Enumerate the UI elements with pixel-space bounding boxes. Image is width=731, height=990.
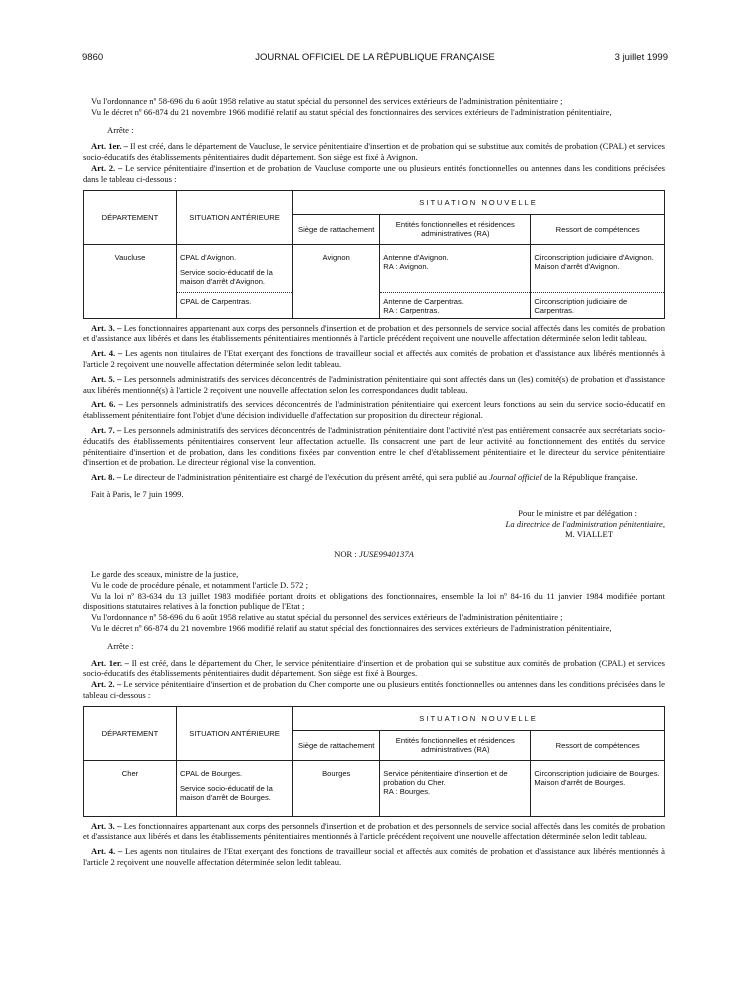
article-text: Le service pénitentiaire d'insertion et de probation de Vaucluse comporte une ou plusieurs entités fonctionnelles ou antennes dans les conditions précisées dans le tableau ci-dessous : <box>83 162 665 184</box>
th-departement: DÉPARTEMENT <box>84 706 177 760</box>
article-label: Art. 3. – <box>91 322 122 333</box>
nor-label: NOR : <box>334 549 357 560</box>
cell-entites <box>380 244 531 318</box>
cell-departement: Cher <box>84 760 177 816</box>
arrete-label: Arrête : <box>107 124 134 135</box>
cell-line: Circonscription judiciaire de Bourges. <box>534 768 660 778</box>
article-text: Les personnels administratifs des services déconcentrés de l'administration pénitentiaire qui exercent leurs fonctions au sein du service socio-éducatif en établissement pénitentiaire font l'objet d'une décision individuelle d'affectation sur proposition du directeur régional. <box>83 399 665 421</box>
article-text: Les fonctionnaires appartenant aux corps des personnels d'insertion et de probation et des personnels de service social affectés dans les comités de probation et d'assistance aux libérés et dans les établissements pénitentiaires mentionnés à l'article précédent reçoivent une nouvelle affectation déterminée selon ledit tableau. <box>83 322 665 344</box>
th-situation-nouvelle: SITUATION NOUVELLE <box>293 190 665 214</box>
th-ressort: Ressort de compétences <box>531 214 665 244</box>
table-cher <box>83 706 665 817</box>
article-text: Les personnels administratifs des services déconcentrés de l'administration pénitentiaire qui sont affectés dans un (les) comité(s) de probation et d'assistance aux libérés mentionné(s) à l'article 2 reçoivent une nouvelle affectation selon les correspondances dudit tableau. <box>83 373 665 395</box>
article-text: Les agents non titulaires de l'Etat exerçant des fonctions de travailleur social et affectés aux comités de probation et d'assistance aux libérés mentionnés à l'article 2 reçoivent une nouvelle affectation déterminée selon ledit tableau. <box>83 846 665 868</box>
th-entites: Entités fonctionnelles et résidences administratives (RA) <box>380 730 531 760</box>
article-label: Art. 4. – <box>91 348 123 359</box>
table-vaucluse <box>83 190 665 319</box>
vu-clause: Vu le décret nº 66-874 du 21 novembre 1966 modifié relatif au statut spécial des fonctionnaires des services extérieurs de l'administration pénitentiaire, <box>91 106 612 117</box>
arrete-label: Arrête : <box>107 640 134 651</box>
cell-situation-anterieure <box>176 244 292 318</box>
cell-entites <box>380 760 531 816</box>
article-label: Art. 1er. – <box>91 141 128 152</box>
article-text: Il est créé, dans le département de Vaucluse, le service pénitentiaire d'insertion et de probation qui se substitue aux comités de probation (CPAL) et services socio-éducatifs des établissements pénitentiaires dudit département. Son siège est fixé à Avignon. <box>83 141 665 163</box>
th-siege: Siège de rattachement <box>293 214 380 244</box>
garde-des-sceaux: Le garde des sceaux, ministre de la justice, <box>91 568 239 579</box>
th-entites: Entités fonctionnelles et résidences administratives (RA) <box>380 214 531 244</box>
th-situation-anterieure: SITUATION ANTÉRIEURE <box>176 706 292 760</box>
th-departement: DÉPARTEMENT <box>84 190 177 244</box>
page-body <box>83 96 665 868</box>
article-1 <box>83 141 665 163</box>
signature-line: Pour le ministre et par délégation : <box>518 507 637 518</box>
vu-clause: Vu la loi nº 83-634 du 13 juillet 1983 modifiée portant droits et obligations des fonctionnaires, ensemble la loi nº 84-16 du 11 janvier 1984 modifiée portant dispositions statutaires relatives à la fonction publique de l'Etat ; <box>83 590 665 612</box>
cell-line: RA : Bourges. <box>383 786 431 796</box>
article-text: Le directeur de l'administration pénitentiaire est chargé de l'exécution du présent arrêté, qui sera publié au <box>123 472 490 483</box>
article-8 <box>83 472 665 483</box>
th-ressort: Ressort de compétences <box>531 730 665 760</box>
article-label: Art. 2. – <box>91 162 123 173</box>
journal-title: JOURNAL OFFICIEL DE LA RÉPUBLIQUE FRANÇAISE <box>255 52 495 63</box>
cell-line: Maison d'arrêt de Bourges. <box>534 777 626 787</box>
article-label: Art. 4. – <box>91 846 123 857</box>
page-header <box>82 52 668 66</box>
cell-line: Antenne d'Avignon. <box>383 252 449 262</box>
table-row <box>84 244 665 318</box>
article-label: Art. 6. – <box>91 399 123 410</box>
signature-block <box>83 508 665 540</box>
cell-line: Circonscription judiciaire d'Avignon. <box>534 252 654 262</box>
cell-line: CPAL d'Avignon. <box>179 252 237 262</box>
dotted-separator <box>177 292 292 293</box>
article-label: Art. 1er. – <box>91 657 129 668</box>
article-text: de la République française. <box>541 472 638 483</box>
article-label: Art. 2. – <box>91 679 122 690</box>
signatory-name: M. VIALLET <box>564 529 613 540</box>
article-2 <box>83 679 665 701</box>
cell-ressort <box>531 244 665 318</box>
cell-situation-anterieure <box>176 760 292 816</box>
signature-line: La directrice de l'administration pénitentiaire, <box>505 518 665 529</box>
journal-name: Journal officiel <box>489 472 542 483</box>
article-3 <box>83 323 665 345</box>
article-label: Art. 7. – <box>91 424 122 435</box>
cell-departement: Vaucluse <box>84 244 177 318</box>
article-label: Art. 8. – <box>91 472 122 483</box>
page-number: 9860 <box>82 52 104 63</box>
vu-clause: Vu l'ordonnance nº 58-696 du 6 août 1958 relative au statut spécial du personnel des services extérieurs de l'administration pénitentiaire ; <box>91 96 563 106</box>
cell-line: RA : Carpentras. <box>383 305 440 315</box>
nor-code: JUSE9940137A <box>358 549 414 560</box>
issue-date: 3 juillet 1999 <box>614 52 668 63</box>
cell-ressort <box>531 760 665 816</box>
article-label: Art. 5. – <box>91 373 122 384</box>
vu-clause: Vu le code de procédure pénale, et notamment l'article D. 572 ; <box>91 579 308 590</box>
article-label: Art. 3. – <box>91 820 122 831</box>
cell-siege: Avignon <box>293 244 380 318</box>
article-4 <box>83 348 665 370</box>
th-situation-anterieure: SITUATION ANTÉRIEURE <box>176 190 292 244</box>
article-4 <box>83 846 665 868</box>
article-2 <box>83 163 665 185</box>
cell-line: CPAL de Bourges. <box>179 768 243 778</box>
cell-siege: Bourges <box>293 760 380 816</box>
article-3 <box>83 821 665 843</box>
cell-line: Maison d'arrêt d'Avignon. <box>534 261 620 271</box>
article-text: Le service pénitentiaire d'insertion et de probation du Cher comporte une ou plusieurs entités fonctionnelles ou antennes dans les conditions précisées dans le tableau ci-dessous : <box>83 679 665 700</box>
cell-line: Circonscription judiciaire de Carpentras. <box>534 296 628 315</box>
cell-line: Antenne de Carpentras. <box>383 296 464 306</box>
th-situation-nouvelle: SITUATION NOUVELLE <box>293 706 665 730</box>
cell-line: Service socio-éducatif de la maison d'arrêt de Bourges. <box>179 783 273 802</box>
cell-line: Service pénitentiaire d'insertion et de probation du Cher. <box>383 768 508 787</box>
article-1 <box>83 658 665 680</box>
cell-line: CPAL de Carpentras. <box>179 296 252 306</box>
article-7 <box>83 425 665 468</box>
article-text: Les personnels administratifs des services déconcentrés de l'administration pénitentiaire dont l'activité n'est pas entièrement consacrée aux secrétariats socio-éducatifs des établissements pénitentiaires conservent leur affectation actuelle. Ils consacrent une part de leur activité au fonctionnement des entités du service pénitentiaire d'insertion et de probation, dans les conditions fixées par convention entre le chef d'établissement pénitentiaire et le directeur du service pénitentiaire d'insertion et de probation. Le directeur régional vise la convention. <box>83 424 665 468</box>
dotted-separator <box>531 292 664 293</box>
article-text: Les agents non titulaires de l'Etat exerçant des fonctions de travailleur social et affectés aux comités de probation et d'assistance aux libérés mentionnés à l'article 2 reçoivent une nouvelle affectation déterminée selon ledit tableau. <box>83 348 665 369</box>
table-row <box>84 760 665 816</box>
dotted-separator <box>380 292 530 293</box>
article-text: Les fonctionnaires appartenant aux corps des personnels d'insertion et de probation et des personnels de service social affectés dans les comités de probation et d'assistance aux libérés et dans les établissements pénitentiaires mentionnés à l'article précédent reçoivent une nouvelle affectation déterminée selon ledit tableau. <box>83 820 665 842</box>
cell-line: RA : Avignon. <box>383 261 429 271</box>
fait-a-paris: Fait à Paris, le 7 juin 1999. <box>91 488 184 499</box>
article-text: Il est créé, dans le département du Cher, le service pénitentiaire d'insertion et de probation qui se substitue aux comités de probation (CPAL) et services socio-éducatifs des établissements pénitentiaires dudit département. Son siège est fixé à Bourges. <box>83 657 665 679</box>
article-5 <box>83 374 665 396</box>
vu-clause: Vu l'ordonnance nº 58-696 du 6 août 1958 relative au statut spécial du personnel des services extérieurs de l'administration pénitentiaire ; <box>91 612 563 623</box>
article-6 <box>83 399 665 421</box>
vu-clause: Vu le décret nº 66-874 du 21 novembre 1966 modifié relatif au statut spécial des fonctionnaires des services extérieurs de l'administration pénitentiaire, <box>91 622 612 633</box>
th-siege: Siège de rattachement <box>293 730 380 760</box>
cell-line: Service socio-éducatif de la maison d'arrêt d'Avignon. <box>179 267 273 286</box>
nor-reference <box>83 549 665 560</box>
